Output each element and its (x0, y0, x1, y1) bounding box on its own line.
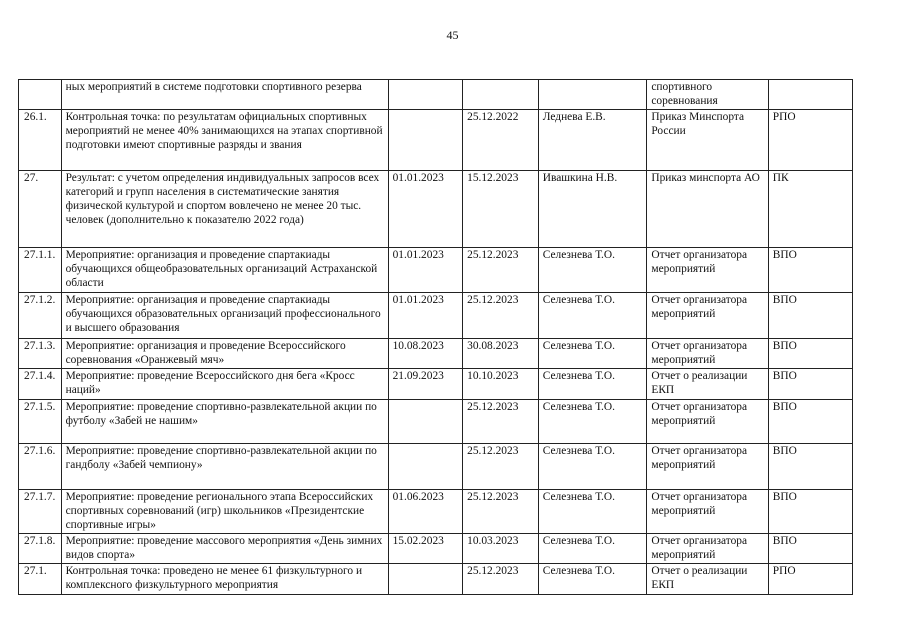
responsible-cell: Леднева Е.В. (538, 110, 647, 171)
table-row (19, 293, 853, 339)
document-cell: Отчет организатора мероприятий (647, 399, 768, 443)
event-name-cell: Результат: с учетом определения индивидуальных запросов всех категорий и групп населения в систематические занятия физической культурой и спортом вовлечено не менее 20 тыс. человек (дополнительно к показателю 2022 года) (61, 171, 388, 248)
plan-table (18, 79, 853, 595)
row-number-cell: 27.1.3. (19, 339, 62, 369)
row-number-cell: 27.1.8. (19, 533, 62, 563)
table-row (19, 80, 853, 110)
control-level-cell: ВПО (768, 339, 852, 369)
event-name-cell: Мероприятие: организация и проведение спартакиады обучающихся образовательных организаций профессионального и высшего образования (61, 293, 388, 339)
responsible-cell: Селезнева Т.О. (538, 399, 647, 443)
end-date-cell: 25.12.2022 (463, 110, 539, 171)
control-level-cell: ВПО (768, 489, 852, 533)
responsible-cell: Селезнева Т.О. (538, 533, 647, 563)
document-cell: спортивного соревнования (647, 80, 768, 110)
control-level-cell: ВПО (768, 293, 852, 339)
event-name-cell: Мероприятие: организация и проведение Всероссийского соревнования «Оранжевый мяч» (61, 339, 388, 369)
end-date-cell: 25.12.2023 (463, 443, 539, 489)
table-row (19, 248, 853, 293)
event-name-cell: Мероприятие: проведение регионального этапа Всероссийских спортивных соревнований (игр) школьников «Президентские спортивные игры» (61, 489, 388, 533)
row-number-cell: 27. (19, 171, 62, 248)
start-date-cell: 21.09.2023 (388, 369, 463, 399)
control-level-cell: ВПО (768, 399, 852, 443)
document-cell: Отчет организатора мероприятий (647, 339, 768, 369)
start-date-cell: 01.01.2023 (388, 171, 463, 248)
event-name-cell: ных мероприятий в системе подготовки спортивного резерва (61, 80, 388, 110)
end-date-cell: 30.08.2023 (463, 339, 539, 369)
start-date-cell: 10.08.2023 (388, 339, 463, 369)
control-level-cell: ВПО (768, 248, 852, 293)
document-cell: Отчет о реализации ЕКП (647, 369, 768, 399)
row-number-cell: 27.1.1. (19, 248, 62, 293)
row-number-cell: 26.1. (19, 110, 62, 171)
start-date-cell: 01.06.2023 (388, 489, 463, 533)
responsible-cell: Селезнева Т.О. (538, 339, 647, 369)
end-date-cell: 10.10.2023 (463, 369, 539, 399)
table-row (19, 443, 853, 489)
document-cell: Отчет организатора мероприятий (647, 293, 768, 339)
row-number-cell: 27.1.6. (19, 443, 62, 489)
control-level-cell: ПК (768, 171, 852, 248)
row-number-cell: 27.1.5. (19, 399, 62, 443)
start-date-cell: 15.02.2023 (388, 533, 463, 563)
responsible-cell: Селезнева Т.О. (538, 293, 647, 339)
start-date-cell (388, 443, 463, 489)
end-date-cell: 15.12.2023 (463, 171, 539, 248)
start-date-cell: 01.01.2023 (388, 293, 463, 339)
event-name-cell: Мероприятие: организация и проведение спартакиады обучающихся общеобразовательных организаций Астраханской области (61, 248, 388, 293)
control-level-cell: ВПО (768, 369, 852, 399)
row-number-cell: 27.1.4. (19, 369, 62, 399)
control-level-cell: РПО (768, 564, 852, 595)
responsible-cell: Селезнева Т.О. (538, 489, 647, 533)
document-cell: Отчет о реализации ЕКП (647, 564, 768, 595)
table-row (19, 533, 853, 563)
control-level-cell: ВПО (768, 443, 852, 489)
document-cell: Приказ Минспорта России (647, 110, 768, 171)
responsible-cell: Селезнева Т.О. (538, 248, 647, 293)
end-date-cell: 25.12.2023 (463, 489, 539, 533)
document-cell: Отчет организатора мероприятий (647, 533, 768, 563)
event-name-cell: Контрольная точка: проведено не менее 61 физкультурного и комплексного физкультурного мероприятия (61, 564, 388, 595)
document-cell: Отчет организатора мероприятий (647, 489, 768, 533)
row-number-cell: 27.1.2. (19, 293, 62, 339)
event-name-cell: Мероприятие: проведение массового мероприятия «День зимних видов спорта» (61, 533, 388, 563)
table-row (19, 489, 853, 533)
start-date-cell (388, 564, 463, 595)
event-name-cell: Контрольная точка: по результатам официальных спортивных мероприятий не менее 40% занимающихся на этапах спортивной подготовки имеют спортивные разряды и звания (61, 110, 388, 171)
responsible-cell (538, 80, 647, 110)
end-date-cell: 25.12.2023 (463, 399, 539, 443)
document-cell: Отчет организатора мероприятий (647, 248, 768, 293)
control-level-cell (768, 80, 852, 110)
table-row (19, 399, 853, 443)
start-date-cell (388, 80, 463, 110)
responsible-cell: Селезнева Т.О. (538, 443, 647, 489)
responsible-cell: Ивашкина Н.В. (538, 171, 647, 248)
start-date-cell (388, 110, 463, 171)
end-date-cell (463, 80, 539, 110)
responsible-cell: Селезнева Т.О. (538, 564, 647, 595)
table-row (19, 171, 853, 248)
start-date-cell: 01.01.2023 (388, 248, 463, 293)
document-cell: Отчет организатора мероприятий (647, 443, 768, 489)
row-number-cell: 27.1.7. (19, 489, 62, 533)
event-name-cell: Мероприятие: проведение спортивно-развлекательной акции по гандболу «Забей чемпиону» (61, 443, 388, 489)
row-number-cell: 27.1. (19, 564, 62, 595)
table-row (19, 110, 853, 171)
document-cell: Приказ минспорта АО (647, 171, 768, 248)
control-level-cell: РПО (768, 110, 852, 171)
table-row (19, 369, 853, 399)
table-row (19, 564, 853, 595)
row-number-cell (19, 80, 62, 110)
event-name-cell: Мероприятие: проведение Всероссийского дня бега «Кросс наций» (61, 369, 388, 399)
start-date-cell (388, 399, 463, 443)
responsible-cell: Селезнева Т.О. (538, 369, 647, 399)
end-date-cell: 25.12.2023 (463, 248, 539, 293)
page-number: 45 (446, 28, 459, 42)
control-level-cell: ВПО (768, 533, 852, 563)
table-row (19, 339, 853, 369)
end-date-cell: 10.03.2023 (463, 533, 539, 563)
event-name-cell: Мероприятие: проведение спортивно-развлекательной акции по футболу «Забей не нашим» (61, 399, 388, 443)
end-date-cell: 25.12.2023 (463, 293, 539, 339)
end-date-cell: 25.12.2023 (463, 564, 539, 595)
